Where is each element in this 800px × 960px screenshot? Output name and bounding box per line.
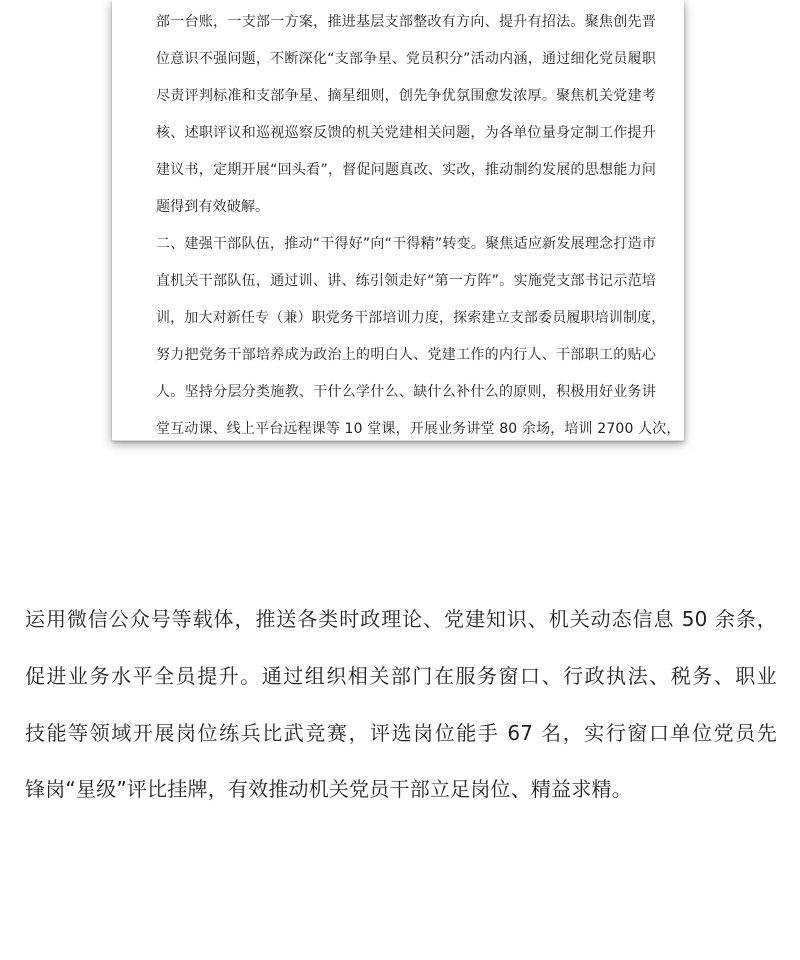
document-text-line: 位意识不强问题，不断深化“支部争星、党员积分”活动内涵，通过细化党员履职 xyxy=(156,51,656,67)
body-text-line: 技能等领域开展岗位练兵比武竞赛，评选岗位能手 67 名，实行窗口单位党员先 xyxy=(25,721,777,745)
document-text-line: 核、述职评议和巡视巡察反馈的机关党建相关问题，为各单位量身定制工作提升 xyxy=(156,125,656,141)
document-text-line: 尽责评判标准和支部争星、摘星细则，创先争优氛围愈发浓厚。聚焦机关党建考 xyxy=(156,88,656,104)
body-text-line: 促进业务水平全员提升。通过组织相关部门在服务窗口、行政执法、税务、职业 xyxy=(25,664,777,688)
document-text-line: 人。坚持分层分类施教、干什么学什么、缺什么补什么的原则，积极用好业务讲 xyxy=(156,384,656,400)
document-text-line: 部一台账，一支部一方案，推进基层支部整改有方向、提升有招法。聚焦创先晋 xyxy=(156,14,656,30)
document-text-line: 题得到有效破解。 xyxy=(156,199,270,215)
document-text-line: 训，加大对新任专（兼）职党务干部培训力度，探索建立支部委员履职培训制度， xyxy=(156,310,666,326)
document-text-line: 直机关干部队伍，通过训、讲、练引领走好“第一方阵”。实施党支部书记示范培 xyxy=(156,273,656,289)
body-text-line: 运用微信公众号等载体，推送各类时政理论、党建知识、机关动态信息 50 余条， xyxy=(25,607,777,631)
section-heading-line: 二、建强干部队伍，推动“干得好”向“干得精”转变。聚焦适应新发展理念打造市 xyxy=(156,236,656,252)
document-text-line: 堂互动课、线上平台远程课等 10 堂课，开展业务讲堂 80 余场，培训 2700 人次， xyxy=(156,421,681,437)
document-page-card xyxy=(112,0,684,441)
document-text-line: 建议书，定期开展“回头看”，督促问题真改、实改，推动制约发展的思想能力问 xyxy=(156,162,656,178)
document-text-line: 努力把党务干部培养成为政治上的明白人、党建工作的内行人、干部职工的贴心 xyxy=(156,347,656,363)
body-text-line: 锋岗“星级”评比挂牌，有效推动机关党员干部立足岗位、精益求精。 xyxy=(25,777,632,801)
